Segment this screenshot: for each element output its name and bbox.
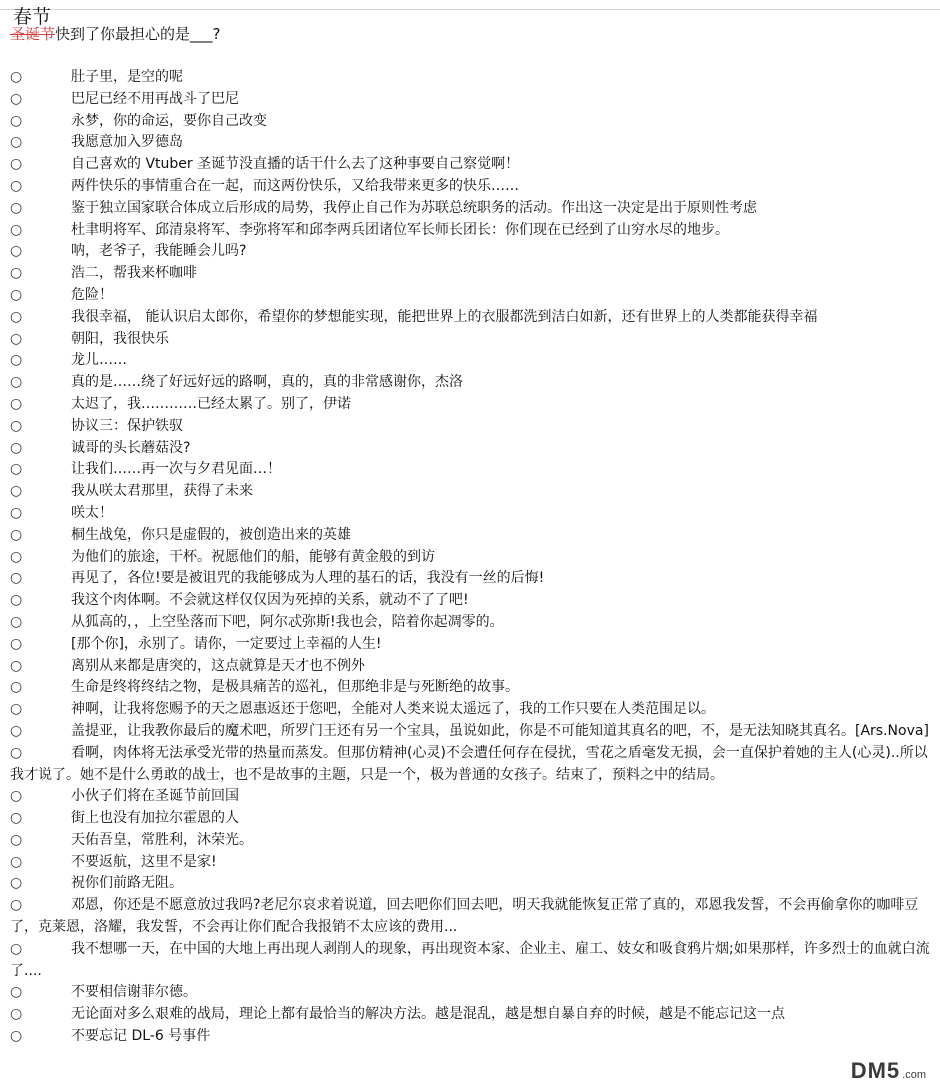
option-label: 永梦，你的命运，要你自己改变 xyxy=(71,112,267,129)
option-item[interactable] xyxy=(0,808,940,830)
top-divider-line xyxy=(0,9,940,10)
option-label: 祝你们前路无阻。 xyxy=(71,875,183,892)
option-label: 从狐高的，，上空坠落而下吧，阿尔忒弥斯!我也会，陪着你起凋零的。 xyxy=(71,613,504,630)
watermark-logo xyxy=(851,1058,926,1084)
radio-circle-icon[interactable]: ○ xyxy=(10,613,23,630)
option-label: 神啊，让我将您赐予的天之恩惠返还于您吧，全能对人类来说太遥远了，我的工作只要在人类范围足以。 xyxy=(71,701,715,718)
radio-circle-icon[interactable]: ○ xyxy=(10,461,23,478)
option-label: 盖提亚，让我教你最后的魔术吧，所罗门王还有另一个宝具，虽说如此，你是不可能知道其真名的吧，不，是无法知晓其真名。[Ars.Nova] xyxy=(71,722,929,739)
option-item[interactable] xyxy=(0,89,940,111)
radio-circle-icon[interactable]: ○ xyxy=(10,483,23,500)
option-label: 朝阳，我很快乐 xyxy=(71,330,169,347)
option-item[interactable] xyxy=(0,307,940,329)
option-item[interactable] xyxy=(0,590,940,612)
option-item[interactable] xyxy=(0,111,940,133)
option-label: 小伙子们将在圣诞节前回国 xyxy=(71,788,239,805)
option-label: 我很幸福， 能认识启太郎你，希望你的梦想能实现，能把世界上的衣服都洗到洁白如新，还有世界上的人类都能获得幸福 xyxy=(71,308,818,325)
radio-circle-icon[interactable]: ○ xyxy=(10,722,23,739)
watermark-suffix: .com xyxy=(902,1069,926,1081)
radio-circle-icon[interactable]: ○ xyxy=(10,199,23,216)
option-item[interactable] xyxy=(0,1004,940,1026)
option-label: 呐，老爷子，我能睡会儿吗? xyxy=(71,243,247,260)
option-label: 肚子里，是空的呢 xyxy=(71,69,183,85)
radio-circle-icon[interactable]: ○ xyxy=(10,265,23,282)
option-item[interactable] xyxy=(0,873,940,895)
option-item[interactable] xyxy=(0,481,940,503)
radio-circle-icon[interactable]: ○ xyxy=(10,69,23,85)
option-label: 真的是……绕了好远好远的路啊，真的，真的非常感谢你，杰洛 xyxy=(71,374,463,391)
page-title: 春节 xyxy=(13,6,52,28)
question-text xyxy=(10,24,220,44)
radio-circle-icon[interactable]: ○ xyxy=(10,526,23,543)
radio-circle-icon[interactable]: ○ xyxy=(10,701,23,718)
option-label: 无论面对多么艰难的战局，理论上都有最恰当的解决方法。越是混乱，越是想自暴自弃的时候，越是不能忘记这一点 xyxy=(71,1006,785,1023)
radio-circle-icon[interactable]: ○ xyxy=(10,156,23,173)
radio-circle-icon[interactable]: ○ xyxy=(10,788,23,805)
option-label: 不要返航，这里不是家! xyxy=(71,853,217,870)
radio-circle-icon[interactable]: ○ xyxy=(10,417,23,434)
option-label: 让我们……再一次与夕君见面…！ xyxy=(71,461,281,478)
radio-circle-icon[interactable]: ○ xyxy=(10,635,23,652)
option-label: 桐生战兔，你只是虚假的，被创造出来的英雄 xyxy=(71,526,351,543)
option-label: 协议三：保护铁驭 xyxy=(71,417,183,434)
radio-circle-icon[interactable]: ○ xyxy=(10,352,23,369)
option-label: 我不想哪一天，在中国的大地上再出现人剥削人的现象，再出现资本家、企业主、雇工、妓女和吸食鸦片烟;如果那样，许多烈士的血就白流了.... xyxy=(10,940,930,979)
option-item[interactable] xyxy=(0,852,940,874)
option-label: 危险！ xyxy=(71,286,113,303)
option-label: 诚哥的头长蘑菇没? xyxy=(71,439,191,456)
radio-circle-icon[interactable]: ○ xyxy=(10,330,23,347)
option-item[interactable] xyxy=(0,241,940,263)
option-label: 我愿意加入罗德岛 xyxy=(71,134,183,151)
option-item[interactable] xyxy=(0,786,940,808)
radio-circle-icon[interactable]: ○ xyxy=(10,286,23,303)
option-label: 不要相信谢菲尔德。 xyxy=(71,984,197,1001)
option-item[interactable] xyxy=(0,1026,940,1048)
radio-circle-icon[interactable]: ○ xyxy=(10,1028,23,1045)
option-item[interactable] xyxy=(0,67,940,89)
option-item[interactable] xyxy=(0,220,940,242)
option-label: 离别从来都是唐突的，这点就算是天才也不例外 xyxy=(71,657,365,674)
option-list xyxy=(0,67,940,1048)
question-body: 快到了你最担心的是___? xyxy=(55,25,221,43)
radio-circle-icon[interactable]: ○ xyxy=(10,984,23,1001)
radio-circle-icon[interactable]: ○ xyxy=(10,439,23,456)
option-item[interactable] xyxy=(0,939,940,983)
radio-circle-icon[interactable]: ○ xyxy=(10,177,23,194)
radio-circle-icon[interactable]: ○ xyxy=(10,592,23,609)
option-item[interactable] xyxy=(0,372,940,394)
watermark-brand: DM5 xyxy=(850,1058,901,1083)
option-item[interactable] xyxy=(0,525,940,547)
option-item[interactable] xyxy=(0,154,940,176)
option-label: 浩二，帮我来杯咖啡 xyxy=(71,265,197,282)
option-label: 为他们的旅途，干杯。祝愿他们的船，能够有黄金般的到访 xyxy=(71,548,435,565)
option-item[interactable] xyxy=(0,895,940,939)
option-label: 看啊，肉体将无法承受光带的热量而蒸发。但那仿精神(心灵)不会遭任何存在侵扰，雪花之盾毫发无损，会一直保护着她的主人(心灵)..所以我才说了。她不是什么勇敢的战士，也不是故事的主题，只是一个，极为普通的女孩子。结束了，预料之中的结局。 xyxy=(10,744,928,783)
option-item[interactable] xyxy=(0,743,940,787)
option-item[interactable] xyxy=(0,285,940,307)
option-label: 我这个肉体啊。不会就这样仅仅因为死掉的关系，就动不了了吧! xyxy=(71,592,469,609)
option-label: 巴尼已经不用再战斗了巴尼 xyxy=(71,90,239,107)
option-item[interactable] xyxy=(0,677,940,699)
option-label: 自己喜欢的 Vtuber 圣诞节没直播的话干什么去了这种事要自己察觉啊！ xyxy=(71,156,520,173)
radio-circle-icon[interactable]: ○ xyxy=(10,243,23,260)
radio-circle-icon[interactable]: ○ xyxy=(10,374,23,391)
option-item[interactable] xyxy=(0,721,940,743)
option-label: 咲太！ xyxy=(71,504,113,521)
option-label: 我从咲太君那里，获得了未来 xyxy=(71,483,253,500)
option-label: 街上也没有加拉尔霍恩的人 xyxy=(71,810,239,827)
radio-circle-icon[interactable]: ○ xyxy=(10,679,23,696)
radio-circle-icon[interactable]: ○ xyxy=(10,308,23,325)
option-label: 两件快乐的事情重合在一起，而这两份快乐，又给我带来更多的快乐…… xyxy=(71,177,519,194)
option-label: 龙儿…… xyxy=(71,352,127,369)
option-label: 天佑吾皇，常胜利，沐荣光。 xyxy=(71,831,253,848)
radio-circle-icon[interactable]: ○ xyxy=(10,395,23,412)
option-label: 杜聿明将军、邱清泉将军、李弥将军和邱李两兵团诸位军长师长团长：你们现在已经到了山穷水尽的地步。 xyxy=(71,221,729,238)
radio-circle-icon[interactable]: ○ xyxy=(10,744,23,761)
option-item[interactable] xyxy=(0,459,940,481)
radio-circle-icon[interactable]: ○ xyxy=(10,90,23,107)
option-item[interactable] xyxy=(0,656,940,678)
option-item[interactable] xyxy=(0,830,940,852)
radio-circle-icon[interactable]: ○ xyxy=(10,134,23,151)
radio-circle-icon[interactable]: ○ xyxy=(10,853,23,870)
option-item[interactable] xyxy=(0,198,940,220)
radio-circle-icon[interactable]: ○ xyxy=(10,831,23,848)
option-label: 不要忘记 DL-6 号事件 xyxy=(71,1028,211,1045)
option-item[interactable] xyxy=(0,329,940,351)
struck-word: 圣诞节 xyxy=(10,25,56,43)
radio-circle-icon[interactable]: ○ xyxy=(10,875,23,892)
radio-circle-icon[interactable]: ○ xyxy=(10,810,23,827)
option-label: 鉴于独立国家联合体成立后形成的局势，我停止自己作为苏联总统职务的活动。作出这一决定是出于原则性考虑 xyxy=(71,199,757,216)
option-item[interactable] xyxy=(0,132,940,154)
option-label: 邓恩，你还是不愿意放过我吗?老尼尔哀求着说道，回去吧你们回去吧，明天我就能恢复正常了真的，邓恩我发誓，不会再偷拿你的咖啡豆了，克莱恩，洛耀，我发誓，不会再让你们配合我报销不太应该的费用... xyxy=(10,897,919,936)
option-label: [那个你]，永别了。请你，一定要过上幸福的人生! xyxy=(71,635,382,652)
option-label: 再见了，各位!要是被诅咒的我能够成为人理的基石的话，我没有一丝的后悔! xyxy=(71,570,545,587)
radio-circle-icon[interactable]: ○ xyxy=(10,504,23,521)
option-item[interactable] xyxy=(0,612,940,634)
option-item[interactable] xyxy=(0,982,940,1004)
option-label: 生命是终将终结之物，是极具痛苦的巡礼，但那绝非是与死断绝的故事。 xyxy=(71,679,519,696)
option-item[interactable] xyxy=(0,699,940,721)
radio-circle-icon[interactable]: ○ xyxy=(10,1006,23,1023)
option-item[interactable] xyxy=(0,263,940,285)
radio-circle-icon[interactable]: ○ xyxy=(10,940,23,957)
option-label: 太迟了，我…………已经太累了。别了，伊诺 xyxy=(71,395,351,412)
radio-circle-icon[interactable]: ○ xyxy=(10,548,23,565)
option-item[interactable] xyxy=(0,350,940,372)
option-item[interactable] xyxy=(0,394,940,416)
option-item[interactable] xyxy=(0,416,940,438)
option-item[interactable] xyxy=(0,547,940,569)
radio-circle-icon[interactable]: ○ xyxy=(10,570,23,587)
option-item[interactable] xyxy=(0,634,940,656)
radio-circle-icon[interactable]: ○ xyxy=(10,112,23,129)
option-item[interactable] xyxy=(0,503,940,525)
radio-circle-icon[interactable]: ○ xyxy=(10,221,23,238)
option-item[interactable] xyxy=(0,176,940,198)
radio-circle-icon[interactable]: ○ xyxy=(10,657,23,674)
radio-circle-icon[interactable]: ○ xyxy=(10,897,23,914)
option-item[interactable] xyxy=(0,568,940,590)
option-item[interactable] xyxy=(0,438,940,460)
